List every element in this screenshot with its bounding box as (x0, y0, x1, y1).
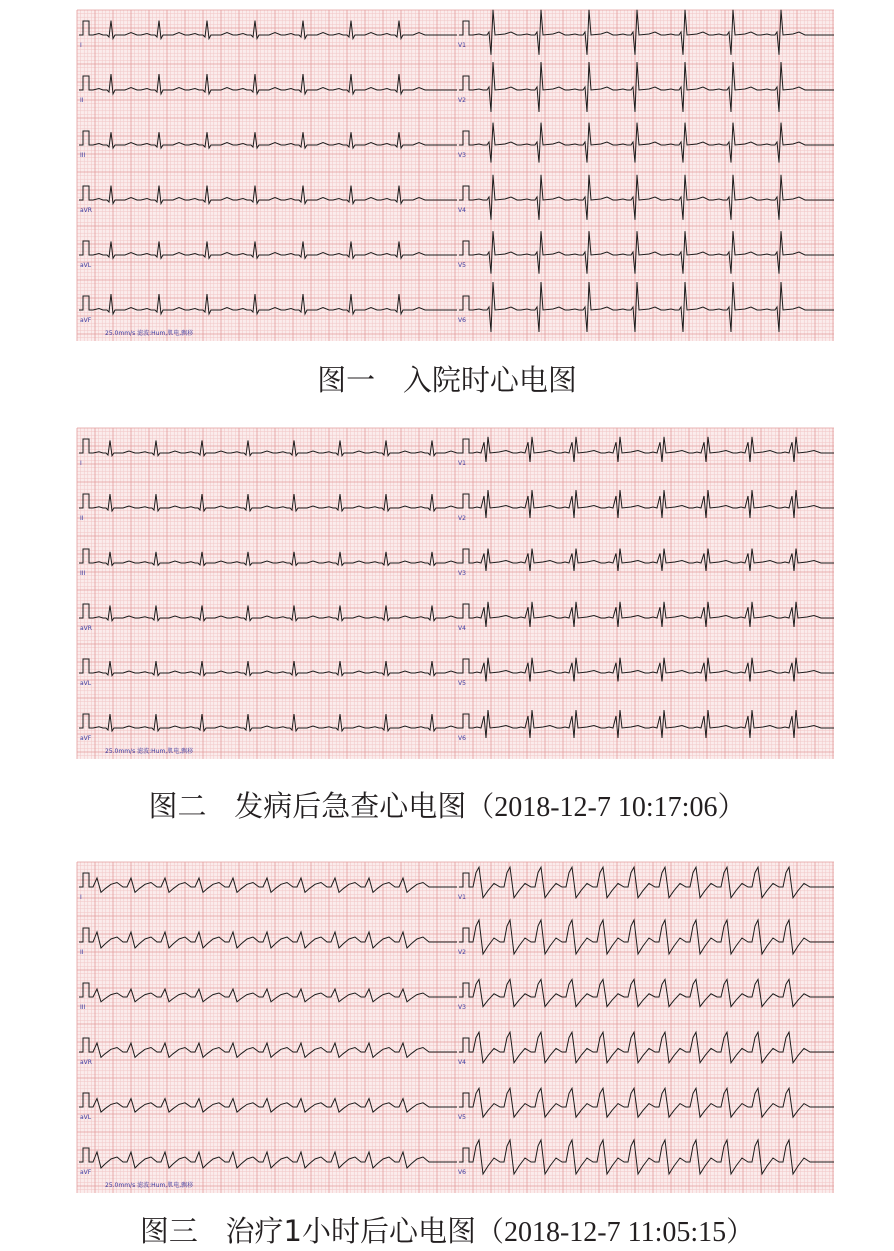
ecg-panel-1 (77, 10, 834, 341)
lead-label-aVR: aVR (80, 1059, 92, 1066)
lead-label-V6: V6 (458, 317, 466, 324)
trace-right-V1 (459, 867, 834, 898)
lead-label-I: I (80, 42, 82, 49)
trace-right-V2 (459, 62, 834, 112)
lead-label-aVL: aVL (80, 680, 92, 687)
lead-label-V3: V3 (458, 1004, 466, 1011)
lead-label-III: III (80, 570, 86, 577)
trace-left-aVF (79, 714, 461, 731)
lead-label-V1: V1 (458, 42, 466, 49)
figure-3-title: 治疗1小时后心电图 (225, 1214, 476, 1248)
lead-label-II: II (80, 97, 84, 104)
lead-label-aVF: aVF (80, 735, 92, 742)
ecg-footer: 25.0mm/s 滤波:Hum,肌电,飘移 (105, 748, 194, 755)
lead-label-V2: V2 (458, 515, 466, 522)
lead-label-V2: V2 (458, 97, 466, 104)
lead-label-V4: V4 (458, 625, 466, 632)
lead-label-V3: V3 (458, 570, 466, 577)
lead-label-V3: V3 (458, 152, 466, 159)
lead-label-I: I (80, 894, 82, 901)
ecg-trace-1 (77, 10, 834, 341)
lead-label-V5: V5 (458, 1114, 466, 1121)
ecg-grid (77, 862, 834, 1193)
trace-right-V2 (459, 920, 834, 954)
lead-label-V6: V6 (458, 1169, 466, 1176)
lead-label-V6: V6 (458, 735, 466, 742)
lead-label-V1: V1 (458, 460, 466, 467)
figure-3-date: （2018-12-7 11:05:15） (475, 1217, 755, 1248)
lead-label-aVL: aVL (80, 262, 92, 269)
trace-right-V5 (459, 658, 834, 682)
figure-2-caption (0, 788, 894, 826)
ecg-grid (77, 10, 834, 341)
lead-label-V5: V5 (458, 680, 466, 687)
ecg-footer: 25.0mm/s 滤波:Hum,肌电,飘移 (105, 1182, 194, 1189)
trace-right-V3 (459, 549, 834, 571)
trace-left-aVL (79, 659, 461, 676)
lead-label-V1: V1 (458, 894, 466, 901)
figure-3-caption (0, 1213, 894, 1251)
trace-right-V4 (459, 1032, 834, 1063)
trace-right-V6 (459, 282, 834, 332)
lead-label-V5: V5 (458, 262, 466, 269)
lead-label-aVR: aVR (80, 207, 92, 214)
ecg-trace-3 (77, 862, 834, 1193)
lead-label-II: II (80, 949, 84, 956)
figure-3-label: 图三 (139, 1214, 198, 1248)
lead-label-aVF: aVF (80, 317, 92, 324)
lead-label-V2: V2 (458, 949, 466, 956)
figure-1-label: 图一 (317, 363, 376, 397)
lead-label-III: III (80, 1004, 86, 1011)
lead-label-aVF: aVF (80, 1169, 92, 1176)
lead-label-I: I (80, 460, 82, 467)
trace-left-III (79, 549, 461, 565)
figure-1-caption (0, 362, 894, 400)
lead-label-aVR: aVR (80, 625, 92, 632)
ecg-panel-2 (77, 428, 834, 759)
lead-label-II: II (80, 515, 84, 522)
ecg-trace-2 (77, 428, 834, 759)
trace-right-V5 (459, 231, 834, 274)
trace-right-V2 (459, 490, 834, 518)
lead-label-V4: V4 (458, 207, 466, 214)
ecg-grid (77, 428, 834, 759)
trace-right-V4 (459, 602, 834, 627)
lead-label-aVL: aVL (80, 1114, 92, 1121)
figure-1-title: 入院时心电图 (402, 363, 577, 397)
figure-2-date: （2018-12-7 10:17:06） (466, 792, 746, 823)
trace-left-aVR (79, 604, 461, 621)
lead-label-III: III (80, 152, 86, 159)
ecg-panel-3 (77, 862, 834, 1193)
figure-2-label: 图二 (148, 789, 207, 823)
trace-right-V1 (459, 10, 834, 55)
ecg-footer: 25.0mm/s 滤波:Hum,肌电,飘移 (105, 330, 194, 337)
figure-2-title: 发病后急查心电图 (234, 789, 467, 823)
lead-label-V4: V4 (458, 1059, 466, 1066)
